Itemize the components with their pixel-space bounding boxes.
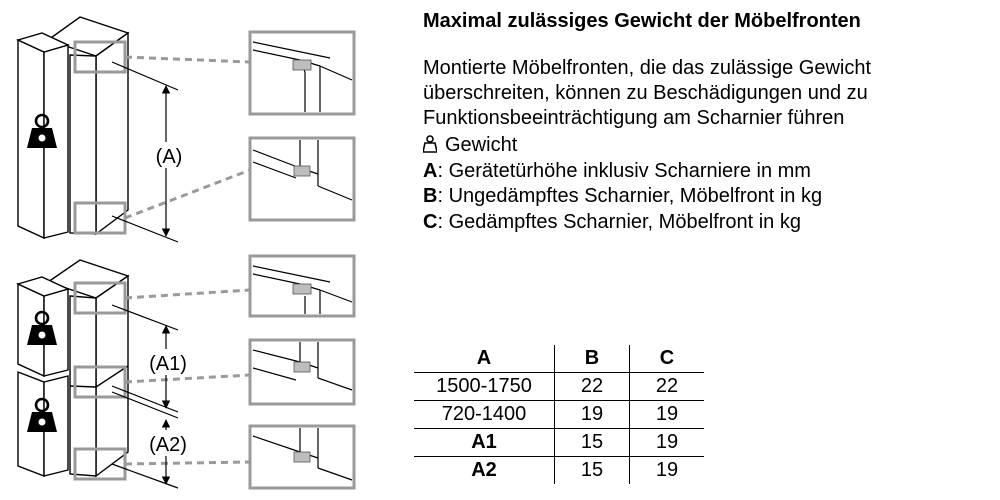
hinge-detail-middle (250, 340, 354, 404)
column-header: A (414, 345, 555, 373)
table-cell: A1 (414, 429, 555, 457)
table-cell: 15 (555, 429, 630, 457)
legend-item-c (423, 210, 822, 236)
installation-diagram (0, 0, 405, 500)
table-cell: A2 (471, 459, 497, 481)
legend-item-weight (423, 133, 822, 159)
connector-line (125, 290, 250, 298)
legend-text: : Gedämpftes Scharnier, Möbelfront in kg (437, 211, 801, 234)
intro-line: überschreiten, können zu Beschädigungen und zu (423, 82, 868, 104)
legend-key: B (423, 185, 438, 208)
table-cell: 19 (630, 401, 705, 429)
table-row (414, 401, 704, 429)
legend-text: : Ungedämpftes Scharnier, Möbelfront in kg (437, 185, 823, 208)
legend-item-b (423, 184, 822, 210)
table-row (414, 429, 704, 457)
dimension-a1-label: (A1) (149, 353, 187, 375)
intro-text (423, 56, 993, 131)
table-cell: 22 (630, 373, 705, 401)
single-door-appliance (18, 17, 128, 238)
hinge-detail-bottom (250, 138, 354, 220)
connector-line (125, 375, 250, 382)
connector-line (125, 57, 250, 62)
hinge-detail-lower (250, 426, 354, 488)
table-row (414, 373, 704, 401)
table-cell: 19 (630, 457, 705, 485)
hinge-detail-top (250, 32, 354, 114)
intro-line: Funktionsbeeinträchtigung am Scharnier führen (423, 107, 845, 129)
dimension-a-label: (A) (155, 146, 183, 168)
table-cell: 15 (555, 457, 630, 485)
weight-table (414, 345, 704, 484)
legend (423, 133, 822, 236)
hinge-detail-upper (250, 256, 354, 316)
column-header: B (555, 345, 630, 373)
table-cell: 19 (555, 401, 630, 429)
legend-item-a (423, 159, 822, 185)
legend-key: C (423, 211, 438, 234)
table-cell: 720-1400 (414, 401, 555, 429)
table-header-row (414, 345, 704, 373)
intro-line: Montierte Möbelfronten, die das zulässige Gewicht (423, 57, 872, 79)
legend-key: A (423, 159, 438, 182)
legend-text: Gewicht (445, 134, 518, 156)
dimension-a2-label: (A2) (149, 434, 187, 456)
table-cell: 19 (630, 429, 705, 457)
table-cell: 22 (555, 373, 630, 401)
column-header: C (630, 345, 705, 373)
table-row (414, 457, 704, 485)
connector-line (125, 462, 250, 464)
page-title: Maximal zulässiges Gewicht der Möbelfronten (423, 10, 861, 32)
connector-line (125, 170, 250, 218)
legend-text: : Gerätetürhöhe inklusiv Scharniere in mm (437, 159, 811, 182)
table-cell: 1500-1750 (414, 373, 555, 401)
weight-icon (423, 135, 445, 153)
